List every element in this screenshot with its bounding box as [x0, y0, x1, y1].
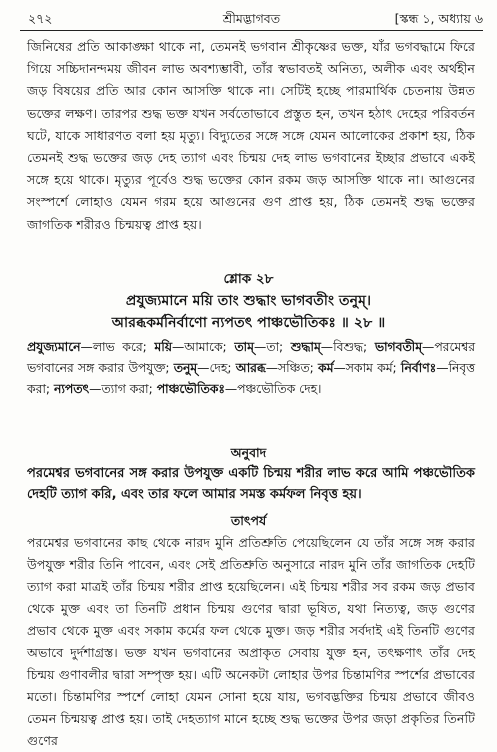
intro-paragraph: জিনিষের প্রতি আকাঙ্ক্ষা থাকে না, তেমনই ভগবান শ্রীকৃষ্ণের ভক্ত, যাঁর ভগবদ্ধামে ফিরে গিয়ে সচ্চিদানন্দময় জীবন লাভ অবশ্যম্ভাবী, তাঁর স্বভাবতই অনিত্য, অলীক এবং অর্থহীন জড় বিষয়ের প্রতি আর কোন আসক্তি থাকে না। সেটিই হচ্ছে পারমার্থিক চেতনায় উন্নত ভক্তের লক্ষণ। তারপর শুদ্ধ ভক্ত যখন সর্বতোভাবে প্রস্তুত হন, তখন হঠাৎ দেহের পরিবর্তন ঘটে, যাকে সাধারণত বলা হয় মৃত্যু। বিদ্যুতের সঙ্গে সঙ্গে যেমন আলোকের প্রকাশ হয়, ঠিক তেমনই শুদ্ধ ভক্তের জড় দেহ ত্যাগ এবং চিন্ময় দেহ লাভ ভগবানের ইচ্ছার প্রভাবে একই সঙ্গে হয়ে থাকে। মৃত্যুর পূর্বেও শুদ্ধ ভক্তের কোন রকম জড় আসক্তি থাকে না। আগুনের সংস্পর্শে লোহাও যেমন গরম হয়ে আগুনের গুণ প্রাপ্ত হয়, ঠিক তেমনই শুদ্ধ ভক্তের জাগতিক শরীরও চিন্ময়ত্ব প্রাপ্ত হয়। [27, 39, 475, 232]
synonym-meaning: পরমেশ্বর ভগবানের সঙ্গ করার উপযুক্ত; [27, 340, 475, 375]
page-number: ২৭২ [28, 11, 53, 26]
synonym-word: নির্বাণঃ [400, 361, 437, 375]
synonym-meaning: সঞ্চিত; [277, 361, 314, 375]
synonym-meaning: বিশুদ্ধ; [333, 340, 368, 354]
synonym-word: পাঞ্চভৌতিকঃ [156, 382, 225, 396]
synonyms: প্রযুজ্যমানে—লাভ করে; ময়ি—আমাকে; তাম্—তা; শুদ্ধাম্—বিশুদ্ধ; ভাগবতীম্—পরমেশ্বর ভগবানের সঙ্গ করার উপযুক্ত; তনুম্—দেহ; আরব্ধ—সঞ্চিত; কর্ম—সকাম কর্ম; নির্বাণঃ—নিবৃত্ত করা; ন্যপতৎ—ত্যাগ করা; পাঞ্চভৌতিকঃ—পঞ্চভৌতিক দেহ। [27, 340, 475, 396]
synonym-word: কর্ম [318, 361, 334, 375]
verse-heading: শ্লোক ২৮ [223, 271, 274, 287]
purport-text: পরমেশ্বর ভগবানের কাছ থেকে নারদ মুনি প্রতিশ্রুতি পেয়েছিলেন যে তাঁর সঙ্গে সঙ্গ করার উপযুক্ত শরীর তিনি পাবেন, এবং সেই প্রতিশ্রুতি অনুসারে নারদ মুনি তাঁর জাগতিক দেহটি ত্যাগ করা মাত্রই তাঁর চিন্ময় শরীর প্রাপ্ত হয়েছিলেন। এই চিন্ময় শরীর সব রকম জড় প্রভাব থেকে মুক্ত এবং তা তিনটি প্রধান চিন্ময় গুণের দ্বারা ভূষিত, যথা নিত্যত্ব, জড় গুণের প্রভাব থেকে মুক্ত এবং সকাম কর্মের ফল থেকে মুক্ত। জড় শরীর সর্বদাই এই তিনটি গুণের অভাবে দুর্দশাগ্রস্ত। ভক্ত যখন ভগবানের অপ্রাকৃত সেবায় যুক্ত হন, তৎক্ষণাৎ তাঁর দেহ চিন্ময় গুণাবলীর দ্বারা সম্পৃক্ত হয়। এটি অনেকটা লোহার উপর চিন্তামণির স্পর্শের প্রভাবের মতো। চিন্তামণির স্পর্শে লোহা যেমন সোনা হয়ে যায়, ভগবদ্ভক্তির চিন্ময় প্রভাবে জীবও তেমন চিন্ময়ত্ব প্রাপ্ত হয়। তাই দেহত্যাগ মানে হচ্ছে শুদ্ধ ভক্তের উপর জড়া প্রকৃতির তিনটি গুণের [27, 535, 475, 748]
book-title: শ্রীমদ্ভাগবত [222, 11, 281, 26]
synonym-meaning: পঞ্চভৌতিক দেহ। [237, 382, 322, 396]
synonym-word: শুদ্ধাম্ [290, 340, 321, 354]
translation-text: পরমেশ্বর ভগবানের সঙ্গ করার উপযুক্ত একটি চিন্ময় শরীর লাভ করে আমি পঞ্চভৌতিক দেহটি ত্যাগ করি, এবং তার ফলে আমার সমস্ত কর্মফল নিবৃত্ত হয়। [27, 466, 475, 502]
synonym-word: প্রযুজ্যমানে [27, 340, 81, 354]
verse-line-1: প্রযুজ্যমানে ময়ি তাং শুদ্ধাং ভাগবতীং তনুম্। [125, 293, 372, 309]
synonym-meaning: দেহ; [209, 361, 232, 375]
synonym-meaning: নিবৃত্ত করা; [27, 361, 475, 396]
synonym-word: ময়ি [154, 340, 172, 354]
page-header [20, 8, 483, 31]
synonym-meaning: তা; [266, 340, 284, 354]
chapter-reference: [স্কন্ধ ১, অধ্যায় ৬ [394, 11, 483, 26]
synonym-meaning: ত্যাগ করা; [101, 382, 153, 396]
synonym-meaning: আমাকে; [184, 340, 227, 354]
purport-heading: তাৎপর্য [230, 513, 267, 528]
translation-heading: অনুবাদ [230, 445, 267, 460]
synonym-meaning: লাভ করে; [92, 340, 147, 354]
synonym-meaning: সকাম কর্ম; [345, 361, 397, 375]
verse-line-2: আরব্ধকর্মনির্বাণো ন্যপতৎ পাঞ্চভৌতিকঃ ॥ ২৮ ॥ [111, 315, 386, 331]
synonym-word: আরব্ধ [235, 361, 266, 375]
synonym-word: ন্যপতৎ [54, 382, 90, 396]
synonym-word: ভাগবতীম্ [374, 340, 423, 354]
synonym-word: তাম্ [234, 340, 254, 354]
synonym-word: তনুম্ [173, 361, 198, 375]
